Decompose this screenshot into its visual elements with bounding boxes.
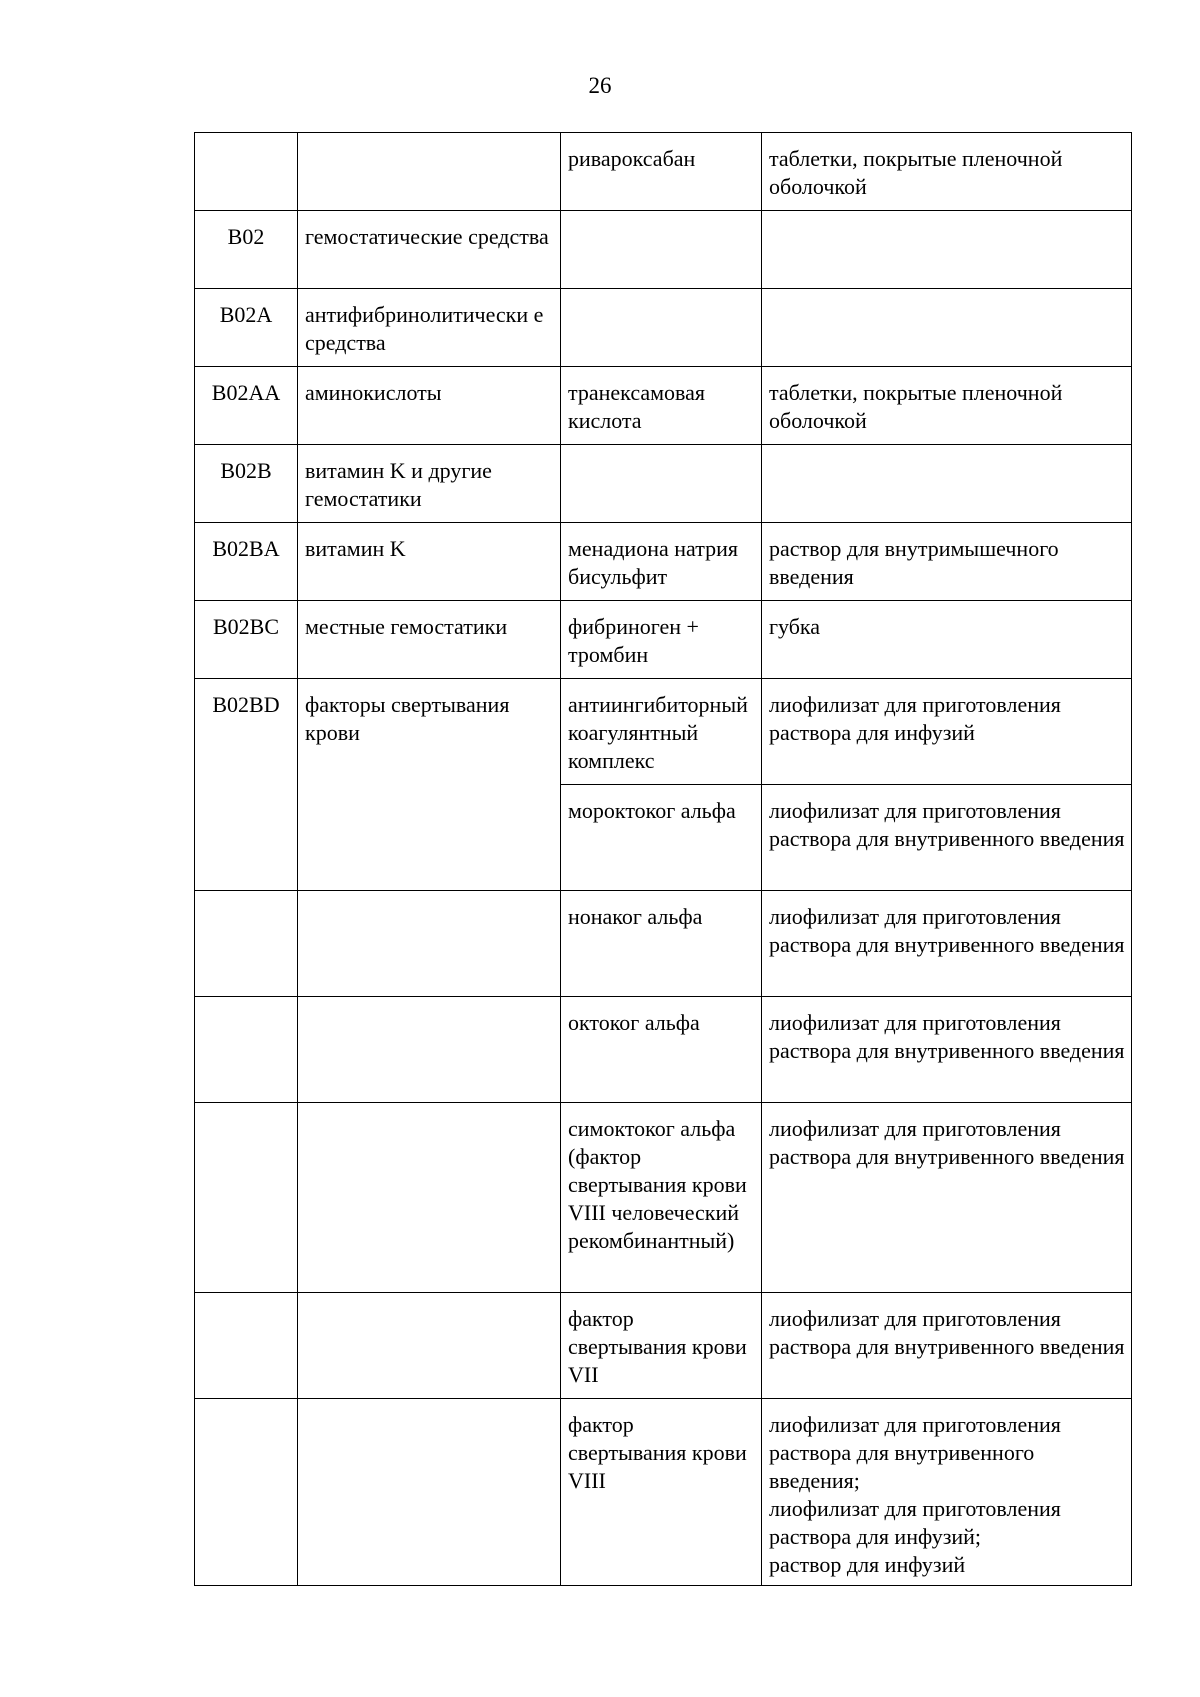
group-cell: витамин K и другие гемостатики [298, 445, 561, 523]
table-row [195, 133, 1132, 211]
form-cell: лиофилизат для приготовления раствора для внутривенного введения [762, 997, 1132, 1103]
drug-cell: мороктоког альфа [561, 785, 762, 891]
drug-cell: нонаког альфа [561, 891, 762, 997]
table-row [195, 1293, 1132, 1399]
atc-code-cell: B02AA [195, 367, 298, 445]
drug-cell: фактор свертывания крови VII [561, 1293, 762, 1399]
table-row [195, 289, 1132, 367]
group-cell [298, 1103, 561, 1293]
group-cell: витамин K [298, 523, 561, 601]
table-row [195, 1399, 1132, 1586]
atc-code-cell [195, 1399, 298, 1586]
group-cell [298, 1399, 561, 1586]
form-line: раствор для инфузий [769, 1552, 966, 1577]
form-cell: лиофилизат для приготовления раствора для внутривенного введения [762, 1103, 1132, 1293]
table-row [195, 891, 1132, 997]
group-cell: антифибринолитически е средства [298, 289, 561, 367]
table-row [195, 997, 1132, 1103]
drug-cell: октоког альфа [561, 997, 762, 1103]
form-cell [762, 445, 1132, 523]
atc-code-cell: B02BD [195, 679, 298, 891]
atc-code-cell: B02BC [195, 601, 298, 679]
drug-table [194, 132, 1132, 1586]
table-row [195, 211, 1132, 289]
drug-cell: симоктоког альфа (фактор свертывания крови VIII человеческий рекомбинантный) [561, 1103, 762, 1293]
form-cell: лиофилизат для приготовления раствора для внутривенного введения [762, 891, 1132, 997]
form-cell [762, 211, 1132, 289]
group-cell [298, 133, 561, 211]
drug-cell: транексамовая кислота [561, 367, 762, 445]
form-cell: лиофилизат для приготовления раствора для внутривенного введения [762, 1293, 1132, 1399]
form-cell: губка [762, 601, 1132, 679]
drug-cell: фибриноген + тромбин [561, 601, 762, 679]
form-cell: лиофилизат для приготовления раствора для внутривенного введения [762, 785, 1132, 891]
group-cell: аминокислоты [298, 367, 561, 445]
table-row [195, 679, 1132, 785]
table-row [195, 1103, 1132, 1293]
table-row [195, 445, 1132, 523]
group-cell: факторы свертывания крови [298, 679, 561, 891]
drug-cell: фактор свертывания крови VIII [561, 1399, 762, 1586]
form-cell: раствор для внутримышечного введения [762, 523, 1132, 601]
table-row [195, 601, 1132, 679]
atc-code-cell [195, 1103, 298, 1293]
table-row [195, 367, 1132, 445]
form-line: лиофилизат для приготовления раствора для внутривенного введения; [769, 1412, 1061, 1493]
form-cell: таблетки, покрытые пленочной оболочкой [762, 133, 1132, 211]
atc-code-cell: B02B [195, 445, 298, 523]
drug-cell: менадиона натрия бисульфит [561, 523, 762, 601]
atc-code-cell: B02 [195, 211, 298, 289]
drug-cell: антиингибиторный коагулянтный комплекс [561, 679, 762, 785]
group-cell: гемостатические средства [298, 211, 561, 289]
table-row [195, 523, 1132, 601]
form-cell: таблетки, покрытые пленочной оболочкой [762, 367, 1132, 445]
drug-cell [561, 211, 762, 289]
atc-code-cell [195, 1293, 298, 1399]
form-cell [762, 1399, 1132, 1586]
drug-cell [561, 289, 762, 367]
group-cell [298, 997, 561, 1103]
form-line: лиофилизат для приготовления раствора для инфузий; [769, 1496, 1061, 1549]
group-cell [298, 891, 561, 997]
group-cell: местные гемостатики [298, 601, 561, 679]
form-cell: лиофилизат для приготовления раствора для инфузий [762, 679, 1132, 785]
page-number: 26 [588, 73, 612, 98]
atc-code-cell [195, 133, 298, 211]
drug-cell [561, 445, 762, 523]
atc-code-cell [195, 997, 298, 1103]
atc-code-cell: B02A [195, 289, 298, 367]
atc-code-cell: B02BA [195, 523, 298, 601]
atc-code-cell [195, 891, 298, 997]
form-cell [762, 289, 1132, 367]
group-cell [298, 1293, 561, 1399]
drug-cell: ривароксабан [561, 133, 762, 211]
